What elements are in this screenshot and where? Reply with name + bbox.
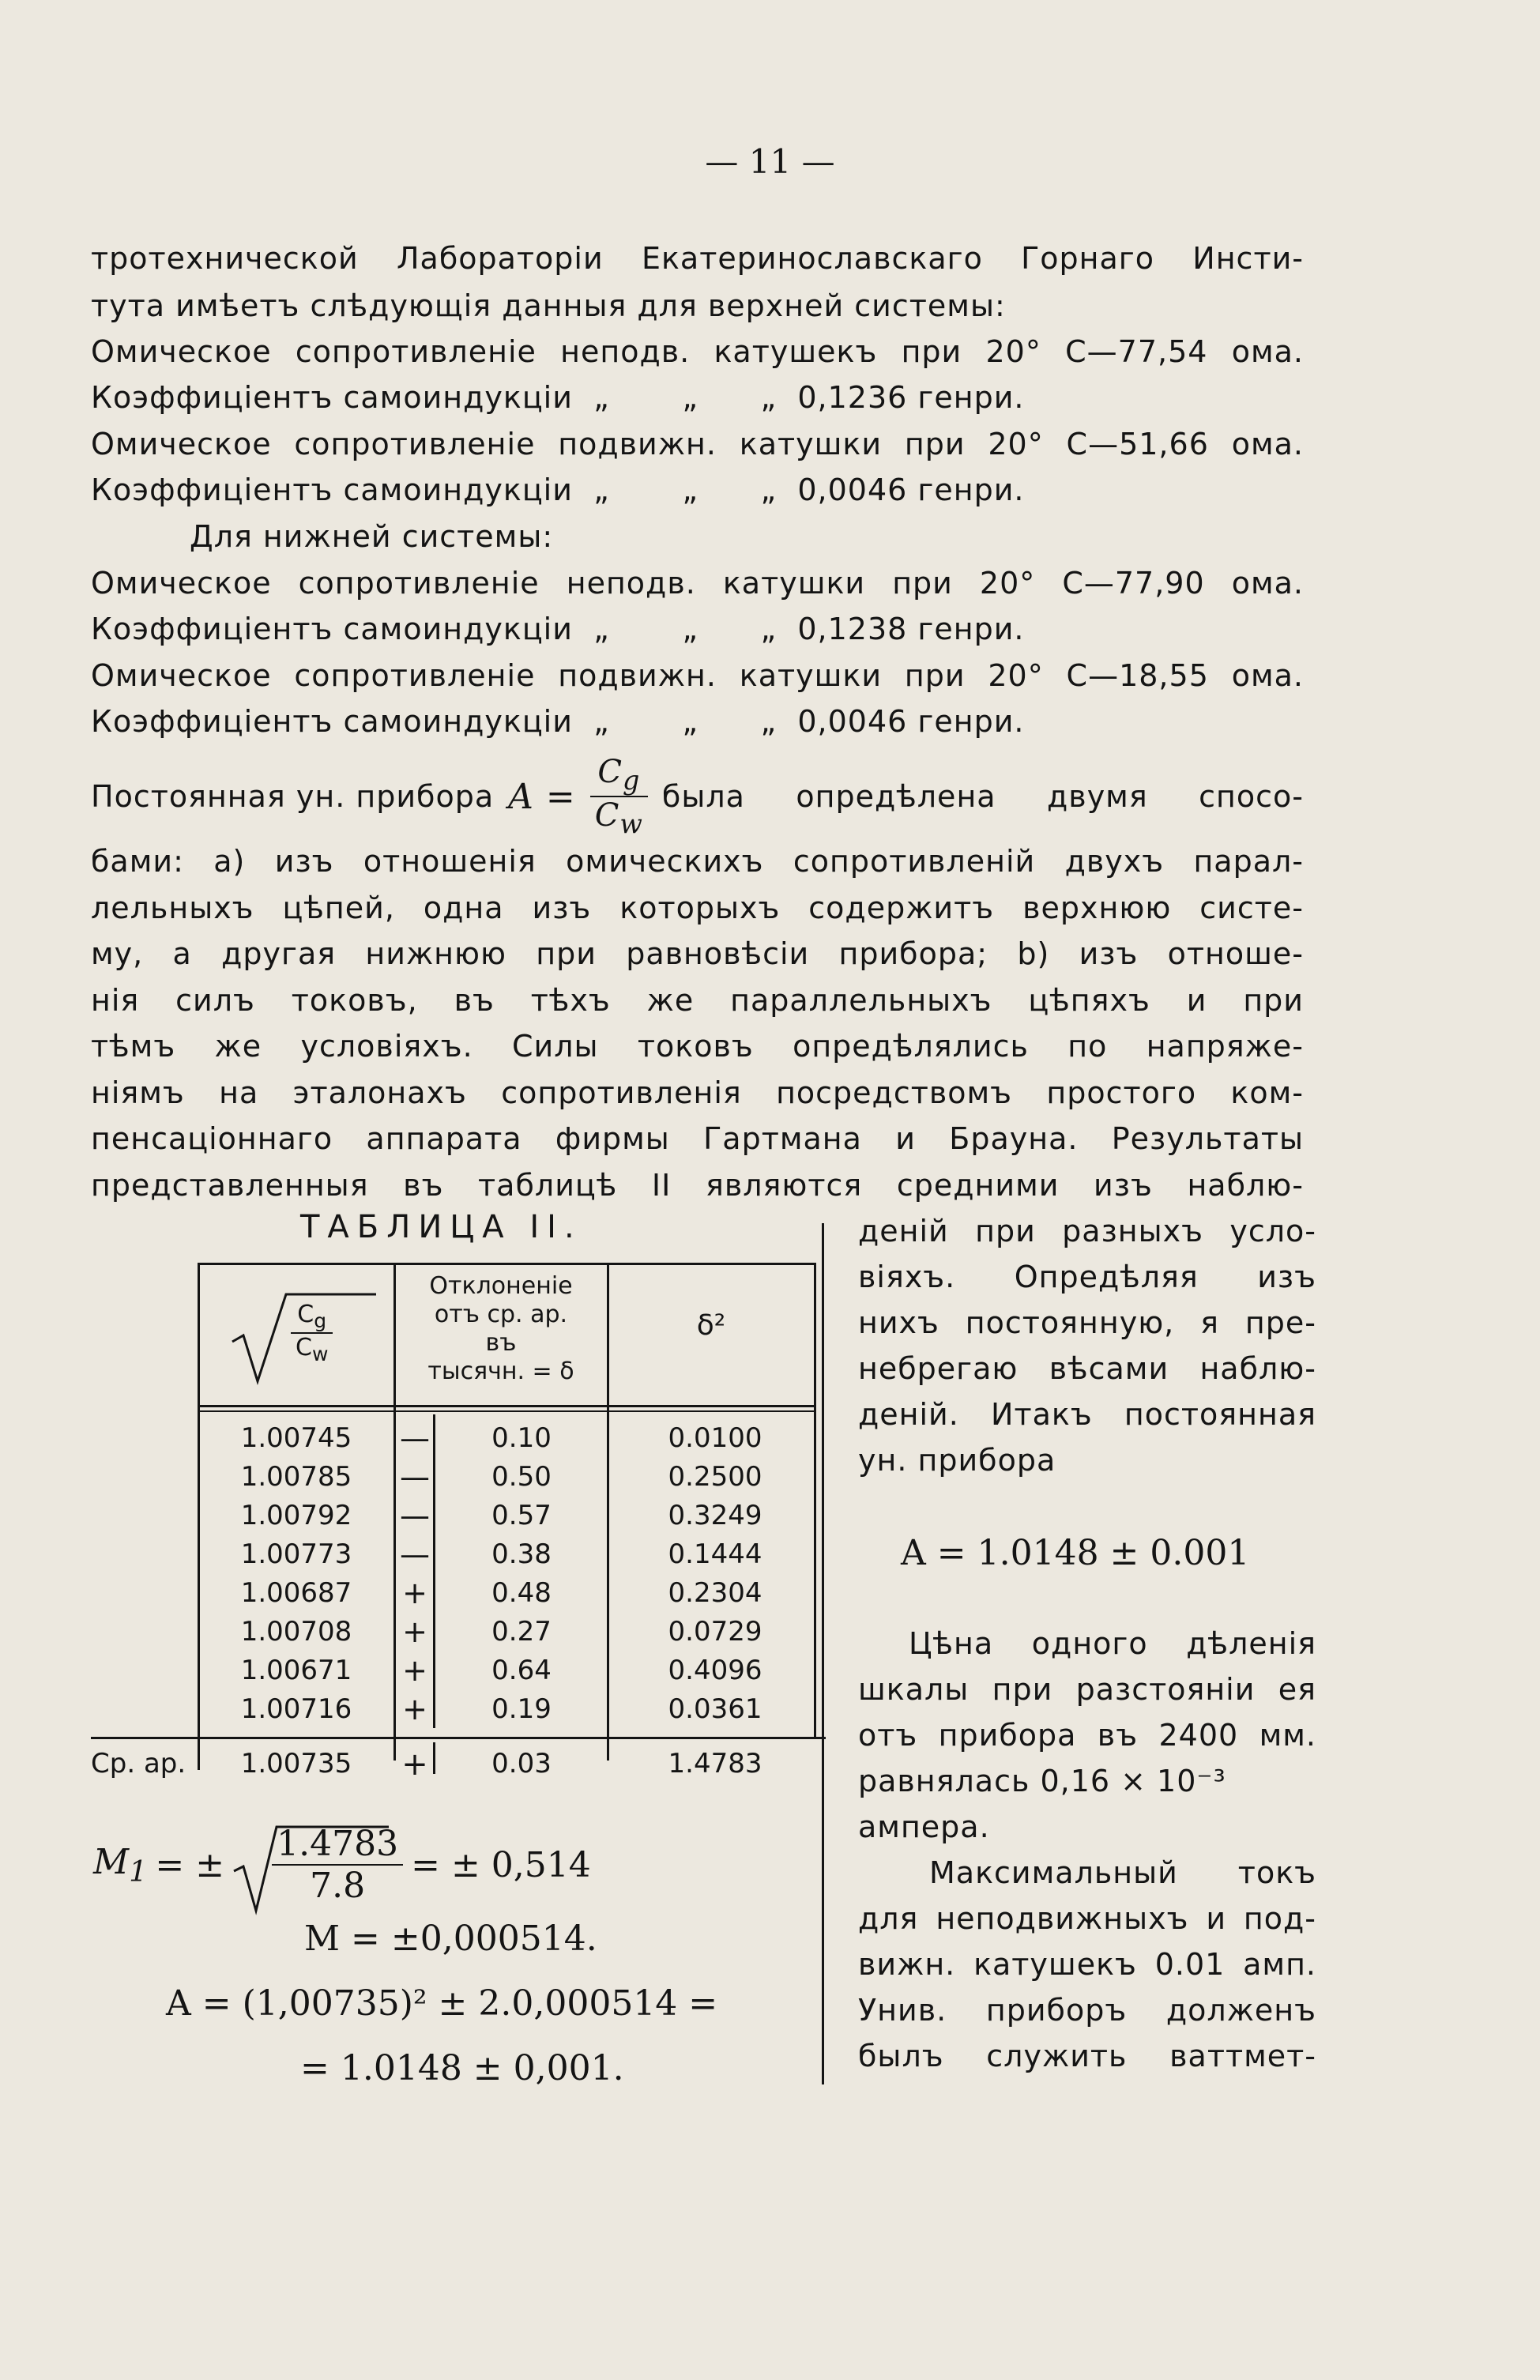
mean-label: Ср. ар. xyxy=(91,1748,186,1779)
text-line: Омическое сопротивленіе подвижн. катушки при 20° С—18,55 ома. xyxy=(91,658,1304,693)
a-formula-line1: A = (1,00735)² ± 2.0,000514 = xyxy=(166,1983,718,2024)
table-cell-delta-squared: 0.3249 xyxy=(668,1500,762,1531)
table-cell-delta-squared: 0.0100 xyxy=(668,1422,762,1454)
text-line: тѣмъ же условіяхъ. Силы токовъ опредѣлялись по напряже- xyxy=(91,1029,1304,1064)
table-cell-delta-squared: 0.4096 xyxy=(668,1655,762,1686)
text-line: Коэффиціентъ самоиндукціи „ „ „ 0,0046 генри. xyxy=(91,473,1025,507)
table-cell-delta: 0.27 xyxy=(491,1616,552,1648)
text-line: Для нижней системы: xyxy=(190,519,554,554)
table-cell-sign: + xyxy=(402,1614,427,1649)
table-cell-delta: 0.57 xyxy=(491,1500,552,1531)
text-line: представленныя въ таблицѣ II являются средними изъ наблю- xyxy=(91,1168,1304,1203)
text-line: Омическое сопротивленіе неподв. катушекъ при 20° С—77,54 ома. xyxy=(91,334,1304,369)
right-text-line: равнялась 0,16 × 10⁻³ xyxy=(858,1764,1226,1798)
table-rule-header-double xyxy=(198,1410,814,1412)
header-delta-squared: δ² xyxy=(696,1309,726,1342)
right-text-line: деній при разныхъ усло- xyxy=(858,1214,1316,1248)
a-formula-line2: = 1.0148 ± 0,001. xyxy=(300,2048,624,2088)
table-rule-mean-left xyxy=(198,1738,200,1770)
table-cell-delta: 0.48 xyxy=(491,1577,552,1609)
text-line: Коэффиціентъ самоиндукціи „ „ „ 0,0046 генри. xyxy=(91,704,1025,739)
right-text-line: отъ прибора въ 2400 мм. xyxy=(858,1718,1316,1753)
right-text-line: небрегаю вѣсами наблю- xyxy=(858,1351,1316,1386)
right-text-line: деній. Итакъ постоянная xyxy=(858,1397,1316,1432)
table-cell-sign: — xyxy=(400,1498,430,1533)
mean-sign-rule xyxy=(433,1742,435,1774)
right-text-line: вижн. катушекъ 0.01 амп. xyxy=(858,1947,1316,1982)
table-rule-top xyxy=(198,1263,814,1265)
right-text-line: былъ служить ваттмет- xyxy=(858,2039,1316,2073)
table-caption: ТАБЛИЦА II. xyxy=(300,1209,582,1245)
table-cell-delta-squared: 0.0729 xyxy=(668,1616,762,1648)
table-cell-delta-squared: 0.2500 xyxy=(668,1461,762,1493)
table-cell-sign: + xyxy=(402,1692,427,1727)
table-cell-sign: — xyxy=(400,1537,430,1572)
table-rule-right xyxy=(814,1263,816,1737)
table-cell-ratio: 1.00671 xyxy=(240,1655,352,1686)
text-line: тута имѣетъ слѣдующія данныя для верхней системы: xyxy=(91,288,1006,323)
table-cell-ratio: 1.00687 xyxy=(240,1577,352,1609)
header-sqrt: $\frac{C_g}{C_w}$ xyxy=(229,1286,379,1389)
right-text-line: шкалы при разстояніи ея xyxy=(858,1672,1316,1707)
table-cell-delta: 0.50 xyxy=(491,1461,552,1493)
right-text-line: віяхъ. Опредѣляя изъ xyxy=(858,1260,1316,1294)
text-line: Коэффиціентъ самоиндукціи „ „ „ 0,1236 генри. xyxy=(91,380,1025,415)
table-cell-delta: 0.38 xyxy=(491,1538,552,1570)
column-divider xyxy=(822,1223,824,2084)
table-cell-ratio: 1.00792 xyxy=(240,1500,352,1531)
constant-formula-lhs: A = xyxy=(508,776,576,817)
mean-value: 1.00735 xyxy=(240,1748,352,1779)
table-cell-ratio: 1.00716 xyxy=(240,1693,352,1725)
table-cell-sign: + xyxy=(402,1653,427,1688)
m1-sqrt: $\frac{1.4783}{7.8}$ xyxy=(232,1824,403,1906)
table-rule-mean xyxy=(91,1737,826,1739)
right-text-line: Цѣна одного дѣленія xyxy=(909,1626,1316,1661)
right-text-line: Унив. приборъ долженъ xyxy=(858,1993,1316,2028)
right-text-line: Максимальный токъ xyxy=(929,1855,1316,1890)
constant-fraction: $\frac{C_g}{C_w}$ xyxy=(590,754,648,839)
text-line: Омическое сопротивленіе подвижн. катушки при 20° С—51,66 ома. xyxy=(91,427,1304,461)
right-text-line: ампера. xyxy=(858,1809,990,1844)
constant-line xyxy=(91,753,1304,840)
mean-delta-squared: 1.4783 xyxy=(668,1748,762,1779)
mean-sign: + xyxy=(401,1746,428,1783)
table-cell-ratio: 1.00785 xyxy=(240,1461,352,1493)
constant-trailing-text: была опредѣлена двумя спосо- xyxy=(661,779,1304,814)
m1-formula: $M_1$ = ± $\frac{1.4783}{7.8}$ = ± 0,514 xyxy=(93,1817,591,1912)
table-cell-delta: 0.19 xyxy=(491,1693,552,1725)
table-cell-sign: — xyxy=(400,1459,430,1494)
right-text-line: для неподвижныхъ и под- xyxy=(858,1901,1316,1936)
mean-delta: 0.03 xyxy=(491,1748,552,1779)
table-cell-ratio: 1.00745 xyxy=(240,1422,352,1454)
table-cell-sign: — xyxy=(400,1421,430,1455)
text-line: ніямъ на эталонахъ сопротивленія посредствомъ простого ком- xyxy=(91,1075,1304,1110)
table-cell-ratio: 1.00708 xyxy=(240,1616,352,1648)
constant-label: Постоянная ун. прибора xyxy=(91,779,495,814)
table-cell-delta-squared: 0.0361 xyxy=(668,1693,762,1725)
right-text-line: нихъ постоянную, я пре- xyxy=(858,1305,1316,1340)
sign-column-rule xyxy=(433,1414,435,1728)
text-line: пенсаціоннаго аппарата фирмы Гартмана и Брауна. Результаты xyxy=(91,1121,1304,1156)
sqrt-sign-icon xyxy=(232,1822,390,1917)
table-rule-left xyxy=(198,1263,200,1737)
right-constant-formula: A = 1.0148 ± 0.001 xyxy=(901,1533,1250,1573)
table-cell-delta: 0.64 xyxy=(491,1655,552,1686)
text-line: му, а другая нижнюю при равновѣсіи прибора; b) изъ отноше- xyxy=(91,936,1304,971)
m-formula: M = ±0,000514. xyxy=(304,1919,597,1959)
table-cell-delta-squared: 0.1444 xyxy=(668,1538,762,1570)
table-cell-ratio: 1.00773 xyxy=(240,1538,352,1570)
text-line: Омическое сопротивленіе неподв. катушки при 20° С—77,90 ома. xyxy=(91,566,1304,601)
table-cell-delta: 0.10 xyxy=(491,1422,552,1454)
table-rule-header xyxy=(198,1405,814,1407)
table-cell-sign: + xyxy=(402,1576,427,1610)
text-line: бами: a) изъ отношенія омическихъ сопротивленій двухъ парал- xyxy=(91,844,1304,879)
text-line: тротехнической Лабораторіи Екатеринославскаго Горнаго Инсти- xyxy=(91,241,1304,276)
page-number: — 11 — xyxy=(705,142,835,181)
text-line: лельныхъ цѣпей, одна изъ которыхъ содержитъ верхнюю систе- xyxy=(91,891,1304,925)
text-line: Коэффиціентъ самоиндукціи „ „ „ 0,1238 генри. xyxy=(91,612,1025,646)
table-cell-delta-squared: 0.2304 xyxy=(668,1577,762,1609)
right-text-line: ун. прибора xyxy=(858,1443,1056,1478)
header-deviation: Отклоненіе отъ ср. ар. въ тысячн. = δ xyxy=(427,1272,574,1385)
text-line: нія силъ токовъ, въ тѣхъ же параллельныхъ цѣпяхъ и при xyxy=(91,983,1304,1018)
